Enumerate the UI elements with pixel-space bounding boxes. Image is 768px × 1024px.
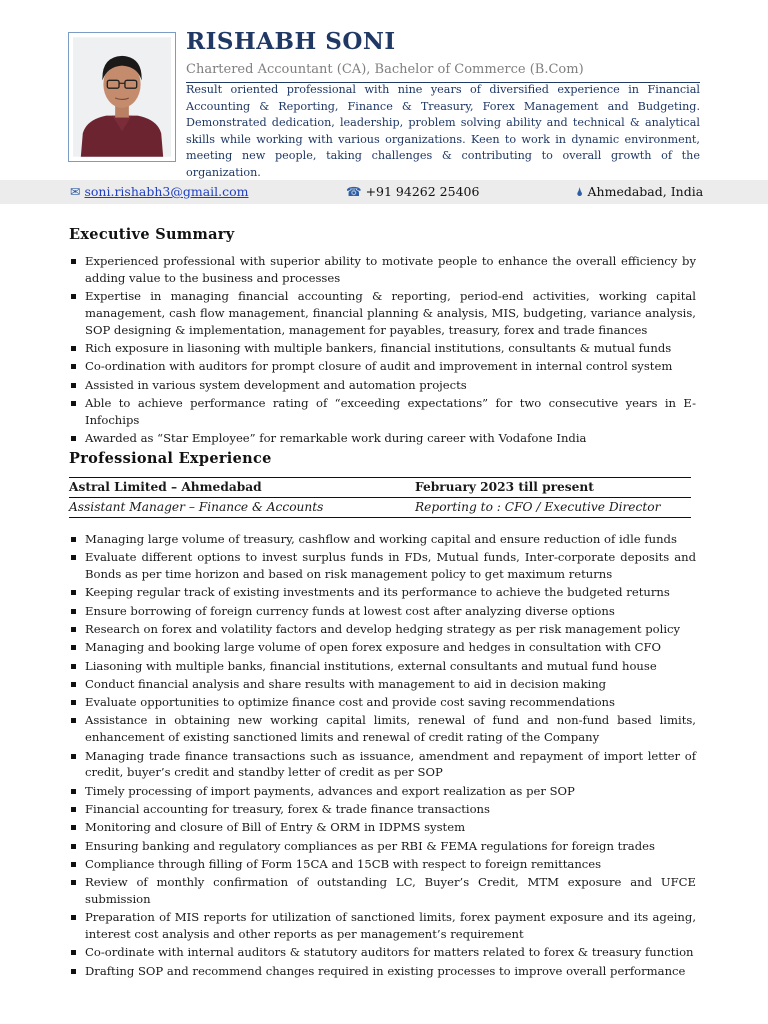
list-item: Ensure borrowing of foreign currency funds at lowest cost after analyzing diverse options bbox=[69, 603, 696, 620]
list-item: Assistance in obtaining new working capital limits, renewal of fund and non-fund based limits, enhancement of existing sanctioned limits and renewal of credit rating of the Company bbox=[69, 712, 696, 746]
list-item: Experienced professional with superior ability to motivate people to enhance the overall efficiency by adding value to the business and processes bbox=[69, 253, 696, 287]
job-row-role bbox=[69, 498, 691, 517]
location-drop-icon: 🌢 bbox=[576, 184, 584, 199]
contact-phone bbox=[346, 184, 479, 199]
contact-email[interactable] bbox=[70, 184, 249, 199]
list-item: Compliance through filling of Form 15CA and 15CB with respect to foreign remittances bbox=[69, 856, 696, 873]
list-item: Preparation of MIS reports for utilization of sanctioned limits, forex payment exposure and its ageing, interest cost analysis and other reports as per management’s requirement bbox=[69, 909, 696, 943]
job-period: February 2023 till present bbox=[415, 480, 594, 494]
contact-location bbox=[576, 184, 703, 200]
portrait-image bbox=[73, 37, 171, 157]
list-item: Keeping regular track of existing investments and its performance to achieve the budgeted returns bbox=[69, 584, 696, 601]
list-item: Rich exposure in liasoning with multiple bankers, financial institutions, consultants & mutual funds bbox=[69, 340, 696, 357]
contact-bar bbox=[0, 180, 768, 204]
list-item: Awarded as “Star Employee” for remarkable work during career with Vodafone India bbox=[69, 430, 696, 447]
list-item: Managing trade finance transactions such as issuance, amendment and repayment of import letter of credit, buyer’s credit and standby letter of credit as per SOP bbox=[69, 748, 696, 782]
professional-experience-heading: Professional Experience bbox=[69, 450, 272, 467]
career-objective: Result oriented professional with nine years of diversified experience in Financial Accounting & Reporting, Finance & Treasury, Forex Management and Budgeting. Demonstrated dedication, leadership, problem solving ability and technical & analytical skills while working with various organizations. Keen to work in dynamic environment, meeting new people, taking challenges & contributing to overall growth of the organization. bbox=[186, 83, 700, 179]
list-item: Liasoning with multiple banks, financial institutions, external consultants and mutual fund house bbox=[69, 658, 696, 675]
phone-number: +91 94262 25406 bbox=[365, 184, 480, 199]
list-item: Drafting SOP and recommend changes required in existing processes to improve overall performance bbox=[69, 963, 696, 980]
list-item: Research on forex and volatility factors and develop hedging strategy as per risk management policy bbox=[69, 621, 696, 638]
job-row-company bbox=[69, 478, 691, 498]
list-item: Review of monthly confirmation of outstanding LC, Buyer’s Credit, MTM exposure and UFCE submission bbox=[69, 874, 696, 908]
list-item: Financial accounting for treasury, forex & trade finance transactions bbox=[69, 801, 696, 818]
profile-photo bbox=[68, 32, 176, 162]
list-item: Evaluate opportunities to optimize finance cost and provide cost saving recommendations bbox=[69, 694, 696, 711]
job-header-table bbox=[69, 477, 691, 518]
list-item: Ensuring banking and regulatory compliances as per RBI & FEMA regulations for foreign trades bbox=[69, 838, 696, 855]
experience-duties-list bbox=[69, 531, 696, 981]
job-role: Assistant Manager – Finance & Accounts bbox=[69, 500, 324, 514]
qualification-subtitle: Chartered Accountant (CA), Bachelor of Commerce (B.Com) bbox=[186, 62, 584, 77]
list-item: Co-ordinate with internal auditors & statutory auditors for matters related to forex & treasury function bbox=[69, 944, 696, 961]
list-item: Assisted in various system development and automation projects bbox=[69, 377, 696, 394]
email-link[interactable]: soni.rishabh3@gmail.com bbox=[84, 184, 249, 199]
envelope-icon: ✉ bbox=[70, 184, 81, 199]
list-item: Co-ordination with auditors for prompt closure of audit and improvement in internal control system bbox=[69, 358, 696, 375]
location-text: Ahmedabad, India bbox=[587, 184, 704, 199]
company-name: Astral Limited – Ahmedabad bbox=[69, 480, 262, 494]
list-item: Evaluate different options to invest surplus funds in FDs, Mutual funds, Inter-corporate deposits and Bonds as per time horizon and based on risk management policy to get maximum returns bbox=[69, 549, 696, 583]
executive-summary-heading: Executive Summary bbox=[69, 226, 235, 243]
list-item: Monitoring and closure of Bill of Entry & ORM in IDPMS system bbox=[69, 819, 696, 836]
list-item: Managing large volume of treasury, cashflow and working capital and ensure reduction of idle funds bbox=[69, 531, 696, 548]
executive-summary-list bbox=[69, 253, 696, 448]
job-reporting: Reporting to : CFO / Executive Director bbox=[415, 500, 661, 514]
candidate-name: RISHABH SONI bbox=[186, 28, 396, 55]
list-item: Able to achieve performance rating of “exceeding expectations” for two consecutive years in E-Infochips bbox=[69, 395, 696, 429]
list-item: Managing and booking large volume of open forex exposure and hedges in consultation with CFO bbox=[69, 639, 696, 656]
phone-icon: ☎ bbox=[346, 184, 362, 199]
list-item: Expertise in managing financial accounting & reporting, period-end activities, working capital management, cash flow management, financial planning & analysis, MIS, budgeting, variance analysis, SOP designing & implementation, management for payables, treasury, forex and trade finances bbox=[69, 288, 696, 338]
list-item: Conduct financial analysis and share results with management to aid in decision making bbox=[69, 676, 696, 693]
list-item: Timely processing of import payments, advances and export realization as per SOP bbox=[69, 783, 696, 800]
